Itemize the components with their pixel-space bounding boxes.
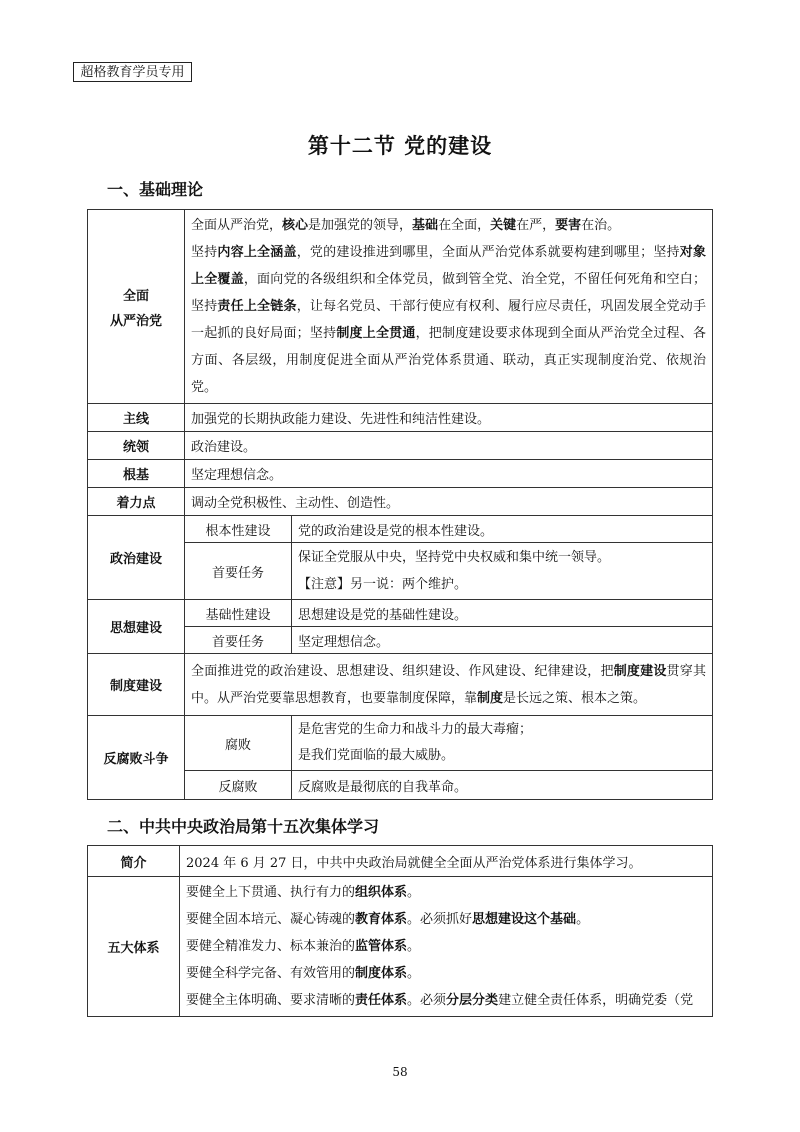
bold-phrase: 教育体系: [355, 912, 408, 927]
bold-phrase: 责任上全链条: [217, 299, 297, 314]
text-run: 要健全科学完备、有效管用的: [186, 966, 356, 981]
sub-label: 腐败: [185, 716, 292, 771]
table-row: [88, 432, 713, 460]
bold-phrase: 制度体系: [355, 966, 408, 981]
table-row: [88, 516, 713, 543]
table-row: [88, 654, 713, 716]
text-run: 。: [407, 939, 421, 954]
row-label-zhuolidian: 着力点: [88, 488, 185, 516]
text-run: 是长远之策、根本之策。: [503, 690, 647, 706]
bold-phrase: 监管体系: [355, 939, 408, 954]
page-title: 第十二节 党的建设: [307, 133, 493, 158]
bold-phrase: 要害: [555, 218, 582, 233]
jianjie-text: 2024 年 6 月 27 日，中共中央政治局就健全全面从严治党体系进行集体学习。: [180, 846, 713, 877]
zhidu-paragraph: [191, 658, 706, 712]
row-label-zhuxian: 主线: [88, 404, 185, 432]
row-label-jianjie: 简介: [88, 846, 180, 877]
text-run: 。: [407, 885, 421, 900]
wuda-line-2: [186, 906, 706, 933]
table-row: [88, 716, 713, 771]
text-run: 。: [576, 912, 590, 927]
text-run: 。必须抓好: [407, 912, 473, 927]
wuda-content: [180, 877, 713, 1017]
text-run: 在全面，: [438, 218, 491, 233]
row-label-qmczd: 全面 从严治党: [88, 210, 185, 404]
bold-phrase: 基础: [412, 218, 439, 233]
sub-label: 首要任务: [185, 627, 292, 654]
politburo-study-table: [87, 845, 713, 1017]
genji-text: 坚定理想信念。: [185, 460, 713, 488]
bold-phrase: 制度: [477, 690, 504, 706]
table-row: [88, 210, 713, 404]
table-row: [88, 846, 713, 877]
row-label-zhidu: 制度建设: [88, 654, 185, 716]
text-run: ，让每名党员、干部行使应有权利、履行应尽责任，巩固发展全党动手一起抓的良好局面；坚持: [191, 299, 706, 341]
zhidu-content: [185, 654, 713, 716]
table-row: [88, 488, 713, 516]
table-row: [88, 877, 713, 1017]
text-run: 建立健全责任体系，明确党委（党: [498, 993, 694, 1008]
table-row: [88, 600, 713, 627]
bold-phrase: 关键: [490, 218, 517, 233]
bold-phrase: 分层分类: [446, 993, 499, 1008]
bold-phrase: 内容上全涵盖: [217, 245, 297, 260]
table-row: [88, 404, 713, 432]
qmczd-paragraph-2: [191, 239, 706, 401]
bold-phrase: 制度建设: [613, 663, 667, 679]
row-label-fanfubai: 反腐败斗争: [88, 716, 185, 800]
bold-phrase: 核心: [282, 218, 309, 233]
text-run: 。必须: [407, 993, 447, 1008]
text-run: 要健全上下贯通、执行有力的: [186, 885, 356, 900]
text-run: 。: [407, 966, 421, 981]
note-text: 【注意】另一说：两个维护。: [298, 577, 468, 592]
bold-phrase: 对象上全覆盖: [191, 245, 706, 287]
zhuxian-text: 加强党的长期执政能力建设、先进性和纯洁性建设。: [185, 404, 713, 432]
bold-phrase: 组织体系: [355, 885, 408, 900]
watermark-stamp: 超格教育学员专用: [73, 62, 192, 82]
sub-label: 基础性建设: [185, 600, 292, 627]
text-run: ，面向党的各级组织和全体党员，做到管全党、治全党，不留任何死角和空白；坚持: [191, 272, 706, 314]
sub-label: 反腐败: [185, 771, 292, 800]
text-run: ，把制度建设要求体现到全面从严治党全过程、各方面、各层级，用制度促进全面从严治党体系贯通、联动，真正实现制度治党、依规治党。: [191, 326, 706, 395]
qmczd-content: [185, 210, 713, 404]
row-label-sixiang: 思想建设: [88, 600, 185, 654]
wuda-line-1: [186, 879, 706, 906]
sub-label: 根本性建设: [185, 516, 292, 543]
sixiang-r2-text: 坚定理想信念。: [292, 627, 713, 654]
bold-phrase: 责任体系: [355, 993, 408, 1008]
page-number: 58: [392, 1065, 408, 1079]
wuda-line-4: [186, 960, 706, 987]
tongling-text: 政治建设。: [185, 432, 713, 460]
bold-phrase: 思想建设这个基础: [472, 912, 577, 927]
fanfubai-r1-text: 是危害党的生命力和战斗力的最大毒瘤； 是我们党面临的最大威胁。: [292, 716, 713, 771]
row-label-genji: 根基: [88, 460, 185, 488]
text-run: ，党的建设推进到哪里，全面从严治党体系就要构建到哪里；坚持: [296, 245, 680, 260]
wuda-line-5: [186, 987, 706, 1014]
basic-theory-table: [87, 209, 713, 800]
zhengzhi-r1-text: 党的政治建设是党的根本性建设。: [292, 516, 713, 543]
table-row: [88, 460, 713, 488]
row-label-tongling: 统领: [88, 432, 185, 460]
text-run: 全面推进党的政治建设、思想建设、组织建设、作风建设、纪律建设，把: [191, 663, 614, 679]
text-run: 是加强党的领导，: [308, 218, 413, 233]
wuda-line-3: [186, 933, 706, 960]
sixiang-r1-text: 思想建设是党的基础性建设。: [292, 600, 713, 627]
row-label-wuda: 五大体系: [88, 877, 180, 1017]
bold-phrase: 制度上全贯通: [336, 326, 416, 341]
qmczd-paragraph-1: [191, 212, 706, 239]
row-label-zhengzhi: 政治建设: [88, 516, 185, 600]
section-heading-basic-theory: 一、基础理论: [107, 180, 204, 199]
sub-label: 首要任务: [185, 543, 292, 600]
text-run: 全面从严治党，: [191, 218, 283, 233]
text-run: 在治。: [581, 218, 621, 233]
text-run: 要健全精准发力、标本兼治的: [186, 939, 356, 954]
zhengzhi-r2-text: 保证全党服从中央，坚持党中央权威和集中统一领导。 【注意】另一说：两个维护。: [292, 543, 713, 600]
section-heading-politburo-study: 二、中共中央政治局第十五次集体学习: [107, 817, 380, 836]
text-run: 要健全主体明确、要求清晰的: [186, 993, 356, 1008]
zhuolidian-text: 调动全党积极性、主动性、创造性。: [185, 488, 713, 516]
text-run: 在严，: [516, 218, 556, 233]
text-run: 要健全固本培元、凝心铸魂的: [186, 912, 356, 927]
text-run: 贯穿其中。从严治党要靠思想教育，也要靠制度保障，靠: [191, 663, 706, 706]
text-run: 坚持: [191, 245, 218, 260]
fanfubai-r2-text: 反腐败是最彻底的自我革命。: [292, 771, 713, 800]
